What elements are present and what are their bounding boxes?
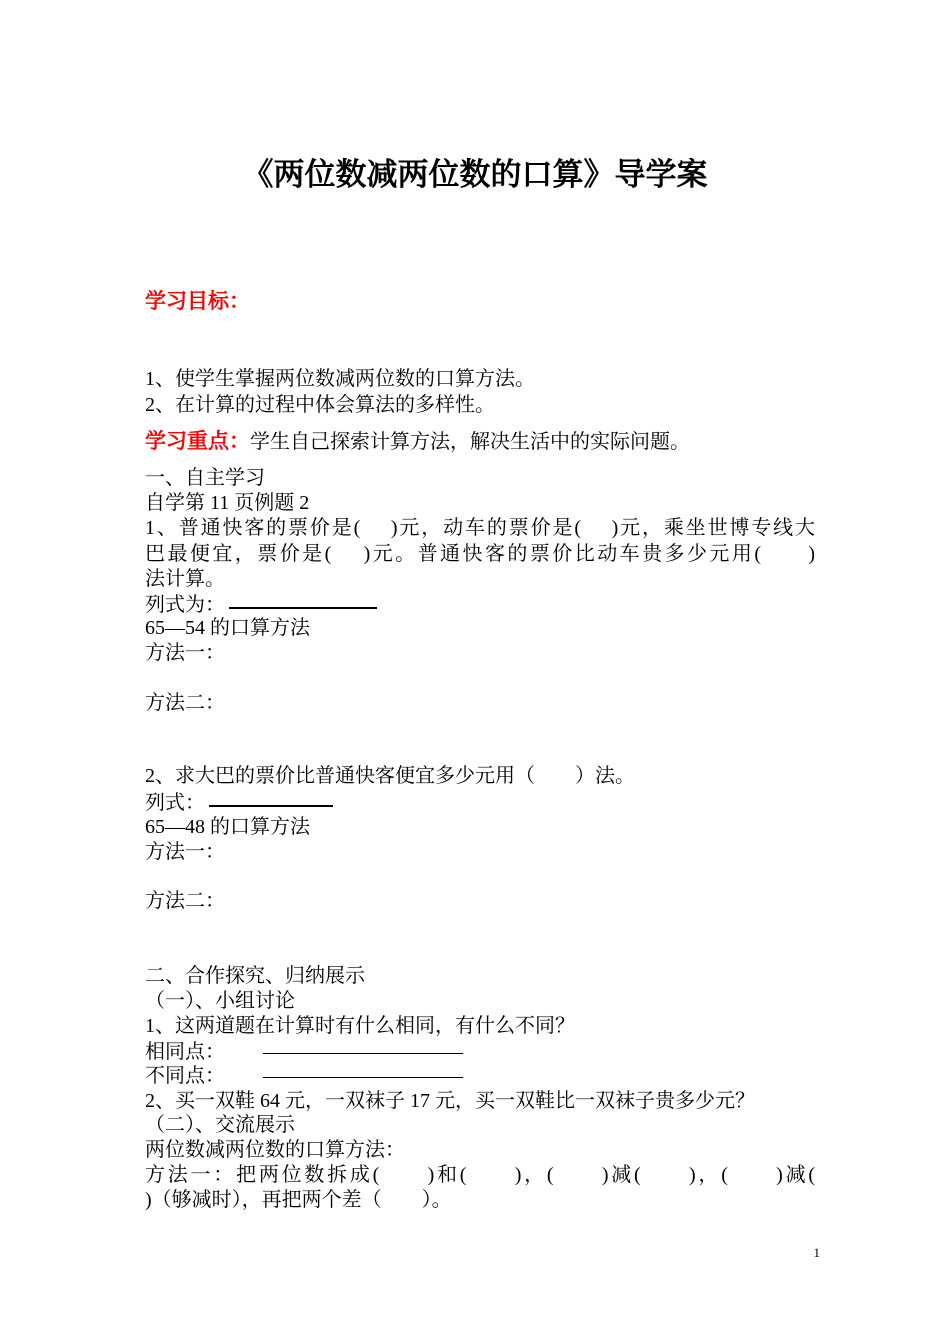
- discussion-question1: 1、这两道题在计算时有什么相同，有什么不同？: [145, 1015, 575, 1037]
- objectives-heading: [145, 288, 815, 315]
- objective-item-1: 1、使学生掌握两位数减两位数的口算方法。: [145, 368, 535, 390]
- same-points-blank[interactable]: ——————————: [263, 1041, 463, 1063]
- question2-formula-label: 列式：: [145, 792, 205, 814]
- discussion-question2: 2、买一双鞋 64 元，一双袜子 17 元，买一双鞋比一双袜子贵多少元？: [145, 1090, 755, 1112]
- question2-method1: 方法一：: [145, 841, 225, 863]
- different-points-line: [145, 1063, 815, 1089]
- page-number: 1: [813, 1245, 820, 1260]
- key-points-heading: 学习重点：: [145, 429, 250, 453]
- question2-calc-title: 65—48 的口算方法: [145, 816, 310, 838]
- question1-line3: 法计算。: [145, 568, 225, 590]
- question1-line1: 1、普通快客的票价是( )元，动车的票价是( )元，乘坐世博专线大: [145, 517, 815, 539]
- question1-formula-label: 列式为：: [145, 594, 225, 616]
- question2-formula-blank[interactable]: [209, 805, 333, 807]
- different-points-blank[interactable]: ——————————: [263, 1065, 463, 1087]
- document-title: 《两位数减两位数的口算》导学案: [242, 157, 708, 193]
- same-points-line: [145, 1039, 815, 1065]
- objective-item-2: 2、在计算的过程中体会算法的多样性。: [145, 394, 495, 416]
- question1-calc-title: 65—54 的口算方法: [145, 617, 310, 639]
- objectives-heading-text: 学习目标：: [145, 289, 250, 313]
- question2-method2: 方法二：: [145, 890, 225, 912]
- key-points-line: [145, 428, 815, 455]
- subsection2-heading: （二）、交流展示: [145, 1114, 295, 1136]
- different-points-label: 不同点：: [145, 1065, 225, 1087]
- section1-heading: 一、自主学习: [145, 467, 265, 489]
- same-points-label: 相同点：: [145, 1041, 225, 1063]
- self-study-line: 自学第 11 页例题 2: [145, 492, 310, 514]
- question2-text: 2、求大巴的票价比普通快客便宜多少元用（ ）法。: [145, 765, 635, 787]
- question1-method1: 方法一：: [145, 642, 225, 664]
- key-points-text: 学生自己探索计算方法，解决生活中的实际问题。: [250, 431, 690, 453]
- question1-formula-blank[interactable]: [229, 607, 377, 609]
- question2-formula-line: [145, 790, 815, 816]
- method-summary-line1: 方法一：把两位数拆成( )和( )，( )减( )，( )减(: [145, 1164, 815, 1186]
- question1-line2: 巴最便宜，票价是( )元。普通快客的票价比动车贵多少元用( ): [145, 543, 815, 565]
- question1-method2: 方法二：: [145, 692, 225, 714]
- method-summary-title: 两位数减两位数的口算方法：: [145, 1139, 405, 1161]
- subsection1-heading: （一）、小组讨论: [145, 990, 295, 1012]
- section2-heading: 二、合作探究、归纳展示: [145, 965, 365, 987]
- method-summary-line2: )（够减时），再把两个差（ ）。: [145, 1189, 452, 1211]
